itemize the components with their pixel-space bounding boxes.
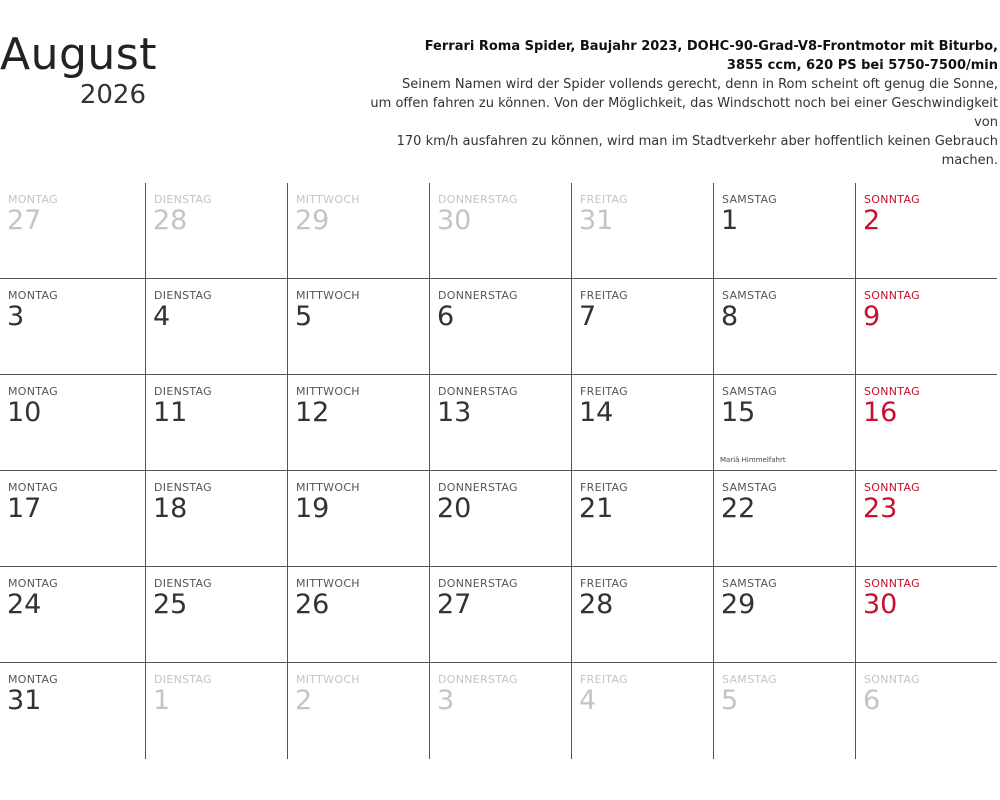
day-number: 27 [437, 589, 472, 620]
caption-text-line-2: um offen fahren zu können. Von der Möglichkeit, das Windschott noch bei einer Geschwindigkeit von [370, 96, 998, 130]
day-cell [145, 663, 287, 759]
day-number: 29 [721, 589, 756, 620]
weekday-label: SAMSTAG [722, 193, 778, 206]
day-cell [713, 663, 855, 759]
weekday-label: MITTWOCH [296, 385, 360, 398]
day-number: 10 [7, 397, 42, 428]
photo-caption [358, 37, 998, 170]
weekday-label: MONTAG [8, 481, 58, 494]
weekday-label: DONNERSTAG [438, 481, 518, 494]
day-number: 24 [7, 589, 42, 620]
weekday-label: FREITAG [580, 673, 628, 686]
day-number: 30 [437, 205, 472, 236]
day-cell [429, 375, 571, 471]
day-cell [571, 183, 713, 279]
caption-text-line-1: Seinem Namen wird der Spider vollends gerecht, denn in Rom scheint oft genug die Sonne, [402, 77, 998, 92]
caption-text-line-3: 170 km/h ausfahren zu können, wird man im Stadtverkehr aber hoffentlich keinen Gebrauch machen. [396, 134, 998, 168]
weekday-label: DONNERSTAG [438, 385, 518, 398]
day-number: 11 [153, 397, 188, 428]
weekday-label: FREITAG [580, 289, 628, 302]
day-number: 28 [579, 589, 614, 620]
day-cell [0, 567, 145, 663]
day-cell [855, 183, 997, 279]
day-cell [429, 567, 571, 663]
day-cell [713, 567, 855, 663]
day-number: 18 [153, 493, 188, 524]
day-number: 15 [721, 397, 756, 428]
day-number: 26 [295, 589, 330, 620]
weekday-label: MONTAG [8, 577, 58, 590]
weekday-label: DONNERSTAG [438, 193, 518, 206]
weekday-label: SONNTAG [864, 385, 920, 398]
day-cell [429, 663, 571, 759]
caption-title-line-2: 3855 ccm, 620 PS bei 5750-7500/min [726, 58, 998, 73]
year-label: 2026 [79, 80, 146, 110]
weekday-label: FREITAG [580, 481, 628, 494]
weekday-label: SAMSTAG [722, 673, 778, 686]
weekday-label: SONNTAG [864, 577, 920, 590]
day-cell [0, 663, 145, 759]
day-cell [287, 183, 429, 279]
day-cell [145, 279, 287, 375]
day-number: 23 [863, 493, 898, 524]
day-number: 3 [437, 685, 455, 716]
weekday-label: MONTAG [8, 193, 58, 206]
day-number: 12 [295, 397, 330, 428]
day-number: 6 [437, 301, 455, 332]
weekday-label: FREITAG [580, 385, 628, 398]
weekday-label: SAMSTAG [722, 385, 778, 398]
day-number: 1 [721, 205, 739, 236]
day-number: 19 [295, 493, 330, 524]
weekday-label: DIENSTAG [154, 577, 212, 590]
day-number: 13 [437, 397, 472, 428]
day-cell [713, 375, 855, 471]
weekday-label: DIENSTAG [154, 481, 212, 494]
day-cell [571, 663, 713, 759]
weekday-label: DIENSTAG [154, 673, 212, 686]
day-number: 20 [437, 493, 472, 524]
day-number: 5 [295, 301, 313, 332]
weekday-label: SONNTAG [864, 193, 920, 206]
day-number: 29 [295, 205, 330, 236]
day-cell [429, 279, 571, 375]
day-number: 9 [863, 301, 881, 332]
weekday-label: DIENSTAG [154, 193, 212, 206]
day-cell [713, 279, 855, 375]
day-cell [855, 279, 997, 375]
day-cell [855, 471, 997, 567]
weekday-label: SONNTAG [864, 289, 920, 302]
day-cell [713, 183, 855, 279]
calendar-grid [0, 183, 1000, 760]
day-cell [287, 663, 429, 759]
weekday-label: MONTAG [8, 673, 58, 686]
day-number: 4 [579, 685, 597, 716]
weekday-label: MITTWOCH [296, 193, 360, 206]
day-number: 3 [7, 301, 25, 332]
day-cell [287, 567, 429, 663]
day-cell [145, 375, 287, 471]
month-header [0, 29, 157, 110]
day-number: 16 [863, 397, 898, 428]
day-number: 31 [7, 685, 42, 716]
caption-title-line-1: Ferrari Roma Spider, Baujahr 2023, DOHC-90-Grad-V8-Frontmotor mit Biturbo, [424, 39, 998, 54]
day-cell [429, 183, 571, 279]
day-cell [571, 567, 713, 663]
weekday-label: MITTWOCH [296, 673, 360, 686]
weekday-label: MONTAG [8, 289, 58, 302]
day-cell [429, 471, 571, 567]
weekday-label: DIENSTAG [154, 289, 212, 302]
weekday-label: SONNTAG [864, 481, 920, 494]
day-number: 14 [579, 397, 614, 428]
day-cell [0, 471, 145, 567]
day-cell [145, 567, 287, 663]
day-number: 21 [579, 493, 614, 524]
day-cell [855, 375, 997, 471]
weekday-label: MONTAG [8, 385, 58, 398]
day-number: 2 [863, 205, 881, 236]
day-cell [571, 375, 713, 471]
day-number: 25 [153, 589, 188, 620]
day-number: 31 [579, 205, 614, 236]
day-number: 22 [721, 493, 756, 524]
day-cell [145, 183, 287, 279]
day-cell [287, 375, 429, 471]
day-cell [0, 183, 145, 279]
day-number: 5 [721, 685, 739, 716]
day-cell [571, 471, 713, 567]
weekday-label: DIENSTAG [154, 385, 212, 398]
weekday-label: MITTWOCH [296, 289, 360, 302]
month-title: August [0, 29, 157, 80]
day-number: 1 [153, 685, 171, 716]
day-number: 27 [7, 205, 42, 236]
weekday-label: DONNERSTAG [438, 577, 518, 590]
day-number: 4 [153, 301, 171, 332]
day-cell [0, 279, 145, 375]
weekday-label: FREITAG [580, 193, 628, 206]
day-cell [713, 471, 855, 567]
day-cell [855, 663, 997, 759]
weekday-label: SONNTAG [864, 673, 920, 686]
day-cell [287, 279, 429, 375]
weekday-label: MITTWOCH [296, 481, 360, 494]
weekday-label: DONNERSTAG [438, 289, 518, 302]
day-cell [571, 279, 713, 375]
day-number: 6 [863, 685, 881, 716]
day-number: 28 [153, 205, 188, 236]
day-number: 8 [721, 301, 739, 332]
weekday-label: MITTWOCH [296, 577, 360, 590]
day-cell [0, 375, 145, 471]
day-number: 17 [7, 493, 42, 524]
holiday-label: Mariä Himmelfahrt [720, 456, 786, 464]
weekday-label: SAMSTAG [722, 481, 778, 494]
day-cell [145, 471, 287, 567]
day-number: 7 [579, 301, 597, 332]
day-cell [855, 567, 997, 663]
day-number: 30 [863, 589, 898, 620]
day-number: 2 [295, 685, 313, 716]
weekday-label: SAMSTAG [722, 289, 778, 302]
weekday-label: FREITAG [580, 577, 628, 590]
weekday-label: DONNERSTAG [438, 673, 518, 686]
day-cell [287, 471, 429, 567]
weekday-label: SAMSTAG [722, 577, 778, 590]
